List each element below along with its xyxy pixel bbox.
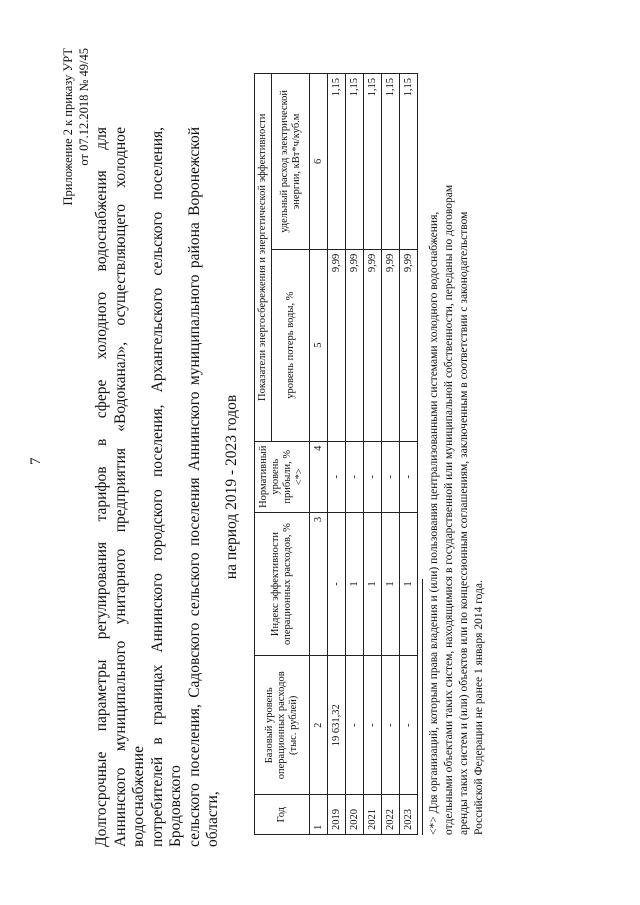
header-year: Год	[255, 795, 310, 835]
column-number: 4	[310, 441, 328, 512]
cell-energy-consumption: 1,15	[382, 74, 400, 250]
cell-water-losses: 9,99	[364, 249, 382, 441]
header-efficiency-index: Индекс эффективности операционных расходов, %	[255, 512, 310, 655]
cell-energy-consumption: 1,15	[346, 74, 364, 250]
table-row	[364, 74, 382, 835]
header-profit-level: Нормативный уровень прибыли, % <*>	[255, 441, 310, 512]
cell-year: 2021	[364, 795, 382, 835]
column-number: 1	[310, 795, 328, 835]
cell-efficiency-index: 1	[382, 512, 400, 655]
cell-energy-consumption: 1,15	[328, 74, 346, 250]
cell-efficiency-index: 1	[400, 512, 418, 655]
footnote-line-3: аренды таких систем и (или) объектов или по концессионным соглашениям, заключенным в соответствии с законодательством	[458, 211, 470, 835]
cell-efficiency-index: 1	[346, 512, 364, 655]
cell-base-level: -	[346, 656, 364, 795]
cell-base-level: -	[382, 656, 400, 795]
title-line-3: потребителей в границах Аннинского городского поселения, Архангельского сельского поселения, Бродовского	[148, 127, 184, 847]
title-line-2: Аннинского муниципального унитарного предприятия «Водоканал», осуществляющего холодное водоснабжение	[111, 127, 147, 847]
footnote-line-4: Российской Федерации не ранее 1 января 2014 года.	[473, 580, 485, 835]
footnote-divider	[422, 579, 423, 835]
cell-efficiency-index: 1	[364, 512, 382, 655]
table-row	[328, 74, 346, 835]
appendix-line-1: Приложение 2 к приказу УРТ	[61, 48, 75, 206]
header-water-losses: уровень потерь воды, %	[272, 249, 310, 441]
title-line-5: на период 2019 - 2023 годов	[222, 394, 240, 580]
cell-profit-level: -	[400, 441, 418, 512]
title-line-4: сельского поселения, Садовского сельского поселения Аннинского муниципального района Воронежской области,	[185, 127, 221, 847]
appendix-line-2: от 07.12.2018 № 49/45	[77, 48, 91, 166]
cell-profit-level: -	[382, 441, 400, 512]
cell-profit-level: -	[346, 441, 364, 512]
cell-water-losses: 9,99	[328, 249, 346, 441]
header-energy-group: Показатели энергосбережения и энергетической эффективности	[255, 74, 272, 442]
cell-efficiency-index: -	[328, 512, 346, 655]
cell-profit-level: -	[364, 441, 382, 512]
column-number: 2	[310, 656, 328, 795]
column-number: 5	[310, 249, 328, 441]
cell-year: 2023	[400, 795, 418, 835]
cell-energy-consumption: 1,15	[364, 74, 382, 250]
table-header-row	[255, 74, 272, 835]
cell-profit-level: -	[328, 441, 346, 512]
table-row	[346, 74, 364, 835]
appendix-reference	[60, 48, 92, 206]
cell-year: 2019	[328, 795, 346, 835]
header-base-level: Базовый уровень операционных расходов (тыс. рублей)	[255, 656, 310, 795]
page-number: 7	[28, 457, 44, 465]
cell-water-losses: 9,99	[400, 249, 418, 441]
cell-water-losses: 9,99	[346, 249, 364, 441]
cell-energy-consumption: 1,15	[400, 74, 418, 250]
cell-base-level: -	[364, 656, 382, 795]
column-number: 6	[310, 74, 328, 250]
footnote	[427, 73, 487, 835]
document-title	[93, 127, 241, 847]
table-row	[382, 74, 400, 835]
cell-base-level: 19 631,32	[328, 656, 346, 795]
cell-year: 2022	[382, 795, 400, 835]
column-number: 3	[310, 512, 328, 655]
parameters-table	[254, 73, 418, 835]
table-row	[400, 74, 418, 835]
footnote-line-1: <*> Для организаций, которым права владения и (или) пользования централизованными системами холодного водоснабжения,	[428, 211, 440, 835]
header-energy-consumption: удельный расход электрической энергии, кВт*ч/куб.м	[272, 74, 310, 250]
footnote-line-2: отдельными объектами таких систем, находящимися в государственной или муниципальной собственности, переданы по договорам	[443, 184, 455, 835]
title-line-1: Долгосрочные параметры регулирования тарифов в сфере холодного водоснабжения для	[93, 127, 110, 847]
cell-base-level: -	[400, 656, 418, 795]
column-numbers-row	[310, 74, 328, 835]
cell-year: 2020	[346, 795, 364, 835]
cell-water-losses: 9,99	[382, 249, 400, 441]
